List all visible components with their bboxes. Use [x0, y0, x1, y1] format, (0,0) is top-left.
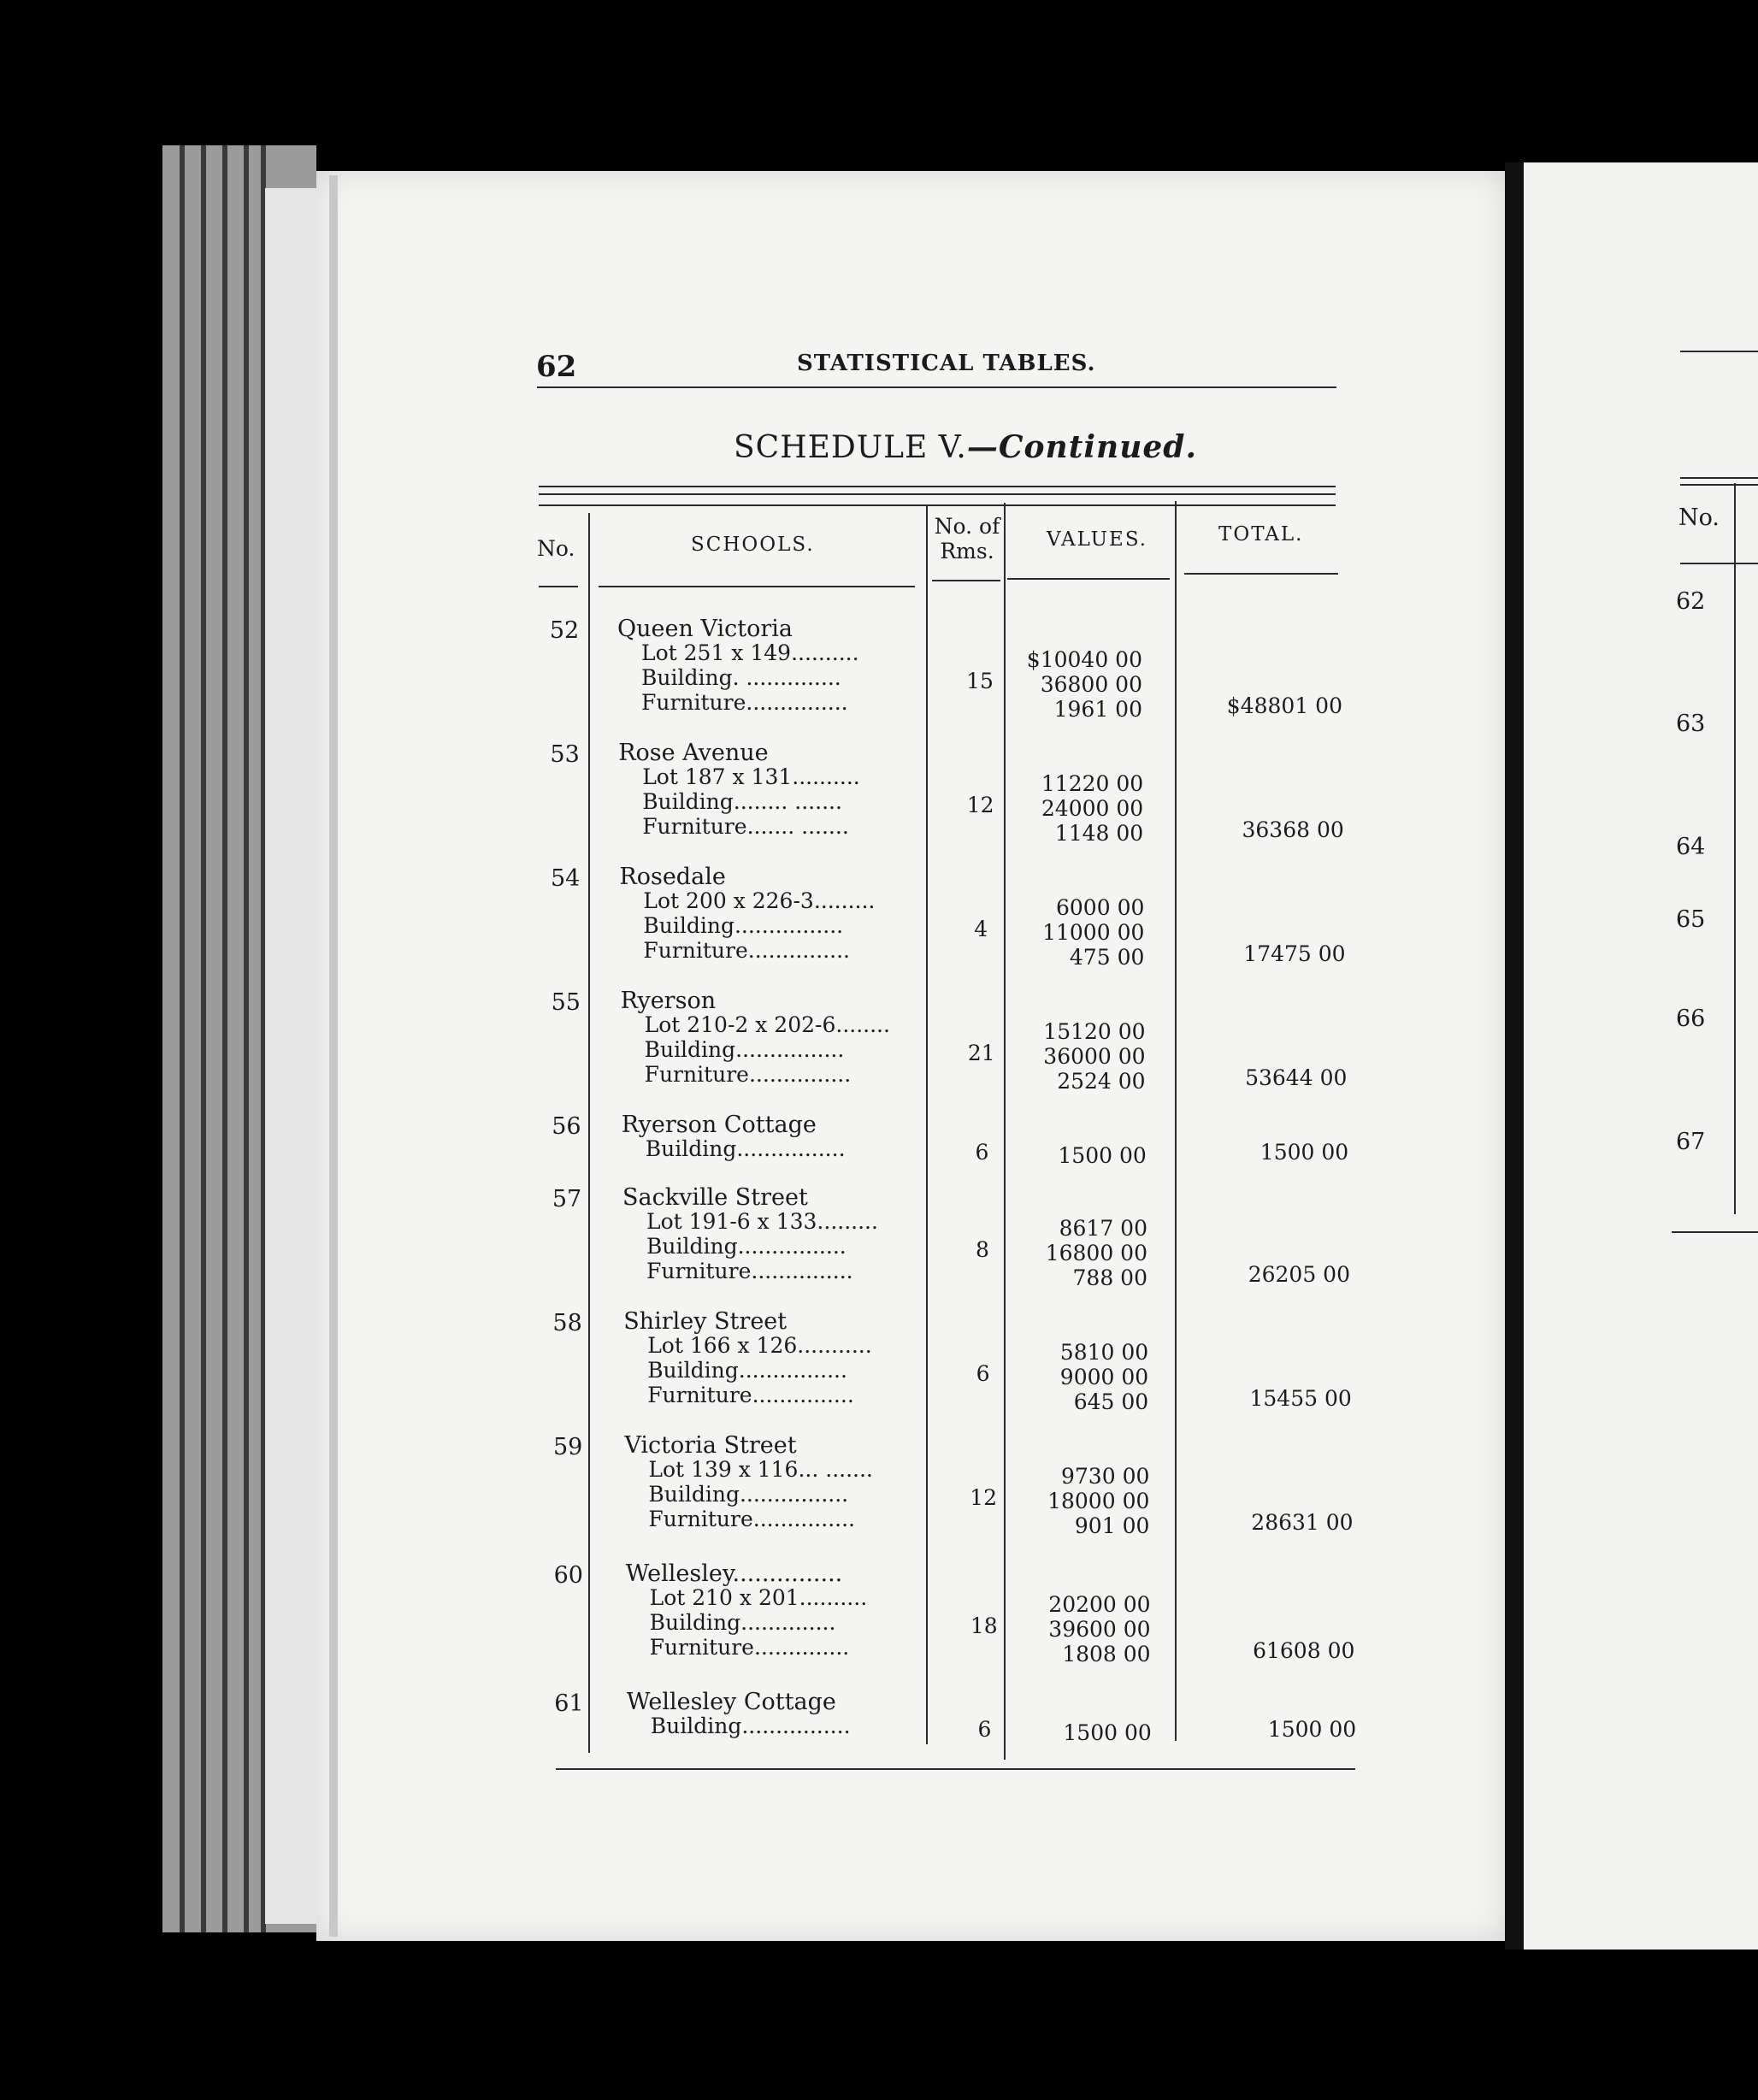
rooms-count: 6: [976, 1361, 990, 1386]
school-line-item: Building........ .......: [642, 789, 842, 814]
row-number: 53: [550, 741, 580, 768]
col-header-total: TOTAL.: [1218, 523, 1304, 546]
school-line-item: Building. ..............: [641, 665, 841, 690]
value-amount: 8617 00: [1059, 1216, 1147, 1241]
school-line-item: Furniture...............: [641, 690, 848, 715]
rooms-count: 15: [966, 669, 994, 693]
total-amount: 36368 00: [1242, 817, 1344, 842]
facing-row-number: 67: [1676, 1129, 1706, 1155]
value-amount: 901 00: [1074, 1513, 1150, 1538]
col-header-rooms-line1: No. of: [934, 514, 1000, 539]
value-amount: 6000 00: [1056, 895, 1145, 920]
rooms-count: 18: [970, 1613, 998, 1638]
school-line-item: Building..............: [649, 1610, 836, 1635]
value-amount: 5810 00: [1059, 1340, 1149, 1365]
running-head: STATISTICAL TABLES.: [797, 351, 1096, 376]
value-amount: 24000 00: [1041, 796, 1144, 821]
page-edge-sliver: [265, 188, 316, 1924]
school-line-item: Lot 210 x 201..........: [649, 1585, 868, 1610]
school-name: Ryerson: [620, 988, 717, 1014]
book-gutter: [1505, 162, 1524, 1950]
total-amount: 1500 00: [1267, 1717, 1357, 1742]
col-header-no: No.: [537, 536, 575, 561]
total-amount: 61608 00: [1253, 1638, 1355, 1663]
row-number: 59: [553, 1434, 583, 1460]
school-line-item: Furniture...............: [646, 1259, 853, 1283]
value-amount: 15120 00: [1043, 1019, 1146, 1044]
school-line-item: Building................: [650, 1714, 851, 1738]
row-number: 54: [551, 865, 581, 892]
school-name: Queen Victoria: [617, 616, 793, 642]
school-name: Wellesley Cottage: [626, 1689, 836, 1715]
total-amount: 15455 00: [1249, 1386, 1352, 1411]
school-line-item: Furniture...............: [648, 1507, 855, 1531]
school-line-item: Furniture..............: [649, 1635, 850, 1660]
school-line-item: Lot 187 x 131..........: [642, 764, 860, 789]
rooms-count: 6: [975, 1140, 989, 1165]
schedule-title: SCHEDULE V.—Continued.: [734, 429, 1197, 465]
col-header-values: VALUES.: [1047, 528, 1148, 551]
school-line-item: Lot 251 x 149..........: [641, 640, 859, 665]
school-line-item: Lot 139 x 116... .......: [648, 1457, 873, 1482]
total-amount: 26205 00: [1248, 1262, 1350, 1287]
row-number: 55: [551, 989, 581, 1016]
value-amount: 1148 00: [1054, 821, 1144, 846]
value-amount: $10040 00: [1026, 647, 1142, 672]
school-line-item: Building................: [648, 1482, 849, 1507]
total-amount: 17475 00: [1243, 941, 1346, 966]
value-amount: 1961 00: [1053, 697, 1142, 722]
value-amount: 11220 00: [1041, 771, 1144, 796]
value-amount: 475 00: [1069, 945, 1145, 970]
table-top-rule-2: [539, 493, 1336, 495]
school-line-item: Lot 191-6 x 133.........: [646, 1209, 878, 1234]
header-rule: [537, 386, 1336, 388]
school-line-item: Furniture....... .......: [642, 814, 849, 839]
rooms-count: 8: [976, 1237, 989, 1262]
col-rule-schools: [926, 504, 928, 1744]
value-amount: 11000 00: [1042, 920, 1145, 945]
row-number: 52: [549, 617, 580, 644]
value-amount: 36000 00: [1043, 1044, 1146, 1069]
school-line-item: Building................: [645, 1136, 846, 1161]
value-amount: 9000 00: [1059, 1365, 1149, 1389]
school-name: Shirley Street: [623, 1308, 788, 1335]
school-line-item: Furniture...............: [644, 1062, 852, 1087]
col-header-rooms-line2: Rms.: [940, 538, 994, 563]
total-amount: 28631 00: [1251, 1510, 1354, 1535]
row-number: 60: [553, 1562, 583, 1589]
value-amount: 20200 00: [1048, 1592, 1151, 1617]
header-bottom-rule-schools: [599, 586, 915, 587]
school-line-item: Building................: [644, 1037, 845, 1062]
school-line-item: Lot 210-2 x 202-6........: [644, 1012, 890, 1037]
rooms-count: 12: [970, 1485, 998, 1510]
table-top-rule: [539, 486, 1336, 487]
facing-top-rule-2: [1680, 484, 1758, 486]
school-line-item: Building................: [643, 913, 844, 938]
row-number: 61: [554, 1690, 584, 1717]
facing-row-number: 62: [1676, 588, 1706, 615]
table-bottom-rule: [556, 1768, 1355, 1770]
facing-row-number: 66: [1676, 1006, 1706, 1032]
facing-bottom-rule: [1672, 1231, 1758, 1233]
rooms-count: 12: [966, 793, 994, 817]
total-amount: 1500 00: [1260, 1140, 1349, 1165]
school-name: Rose Avenue: [618, 740, 769, 766]
value-amount: 645 00: [1073, 1389, 1149, 1414]
value-amount: 18000 00: [1047, 1489, 1150, 1513]
table-top-rule-3: [539, 504, 1336, 506]
facing-col-header-no: No.: [1678, 504, 1720, 531]
rooms-count: 6: [977, 1717, 992, 1742]
rooms-count: 21: [967, 1041, 995, 1065]
col-header-rooms: [929, 515, 1005, 564]
header-bottom-rule-total: [1184, 573, 1338, 575]
row-number: 58: [552, 1310, 582, 1336]
value-amount: 36800 00: [1040, 672, 1142, 697]
page-edge-shadow: [329, 175, 338, 1937]
header-bottom-rule-rooms: [932, 580, 1000, 581]
facing-row-number: 65: [1676, 906, 1706, 933]
value-amount: 1500 00: [1063, 1720, 1152, 1745]
facing-col-rule: [1734, 483, 1736, 1214]
value-amount: 1500 00: [1058, 1143, 1147, 1168]
schedule-continued: —Continued.: [966, 429, 1197, 465]
facing-top-rule: [1680, 477, 1758, 479]
value-amount: 16800 00: [1045, 1241, 1147, 1265]
school-line-item: Furniture...............: [647, 1383, 854, 1407]
row-number: 57: [552, 1186, 582, 1212]
value-amount: 2524 00: [1057, 1069, 1146, 1094]
school-line-item: Furniture...............: [643, 938, 850, 963]
col-header-schools: SCHOOLS.: [691, 534, 815, 556]
value-amount: 1808 00: [1062, 1642, 1151, 1666]
value-amount: 788 00: [1072, 1265, 1147, 1290]
total-amount: $48801 00: [1226, 693, 1342, 718]
facing-row-number: 64: [1676, 834, 1706, 860]
school-line-item: Building................: [647, 1358, 847, 1383]
value-amount: 9730 00: [1061, 1464, 1150, 1489]
school-name: Victoria Street: [624, 1432, 797, 1459]
facing-page: [1524, 162, 1758, 1950]
row-number: 56: [552, 1113, 581, 1140]
school-name: Wellesley...............: [625, 1560, 843, 1587]
facing-row-number: 63: [1676, 711, 1706, 737]
col-rule-values: [1175, 501, 1177, 1741]
school-name: Ryerson Cottage: [621, 1112, 817, 1138]
facing-header-rule: [1680, 563, 1758, 564]
header-bottom-rule-no: [539, 586, 578, 587]
rooms-count: 4: [974, 917, 988, 941]
school-name: Sackville Street: [622, 1184, 808, 1211]
total-amount: 53644 00: [1245, 1065, 1348, 1090]
value-amount: 39600 00: [1048, 1617, 1151, 1642]
school-line-item: Lot 166 x 126...........: [647, 1333, 872, 1358]
page-number: 62: [536, 350, 577, 384]
school-line-item: Building................: [646, 1234, 847, 1259]
school-name: Rosedale: [619, 864, 726, 890]
header-bottom-rule-values: [1007, 578, 1170, 580]
facing-header-line: [1680, 351, 1758, 352]
school-line-item: Lot 200 x 226-3.........: [643, 888, 876, 913]
